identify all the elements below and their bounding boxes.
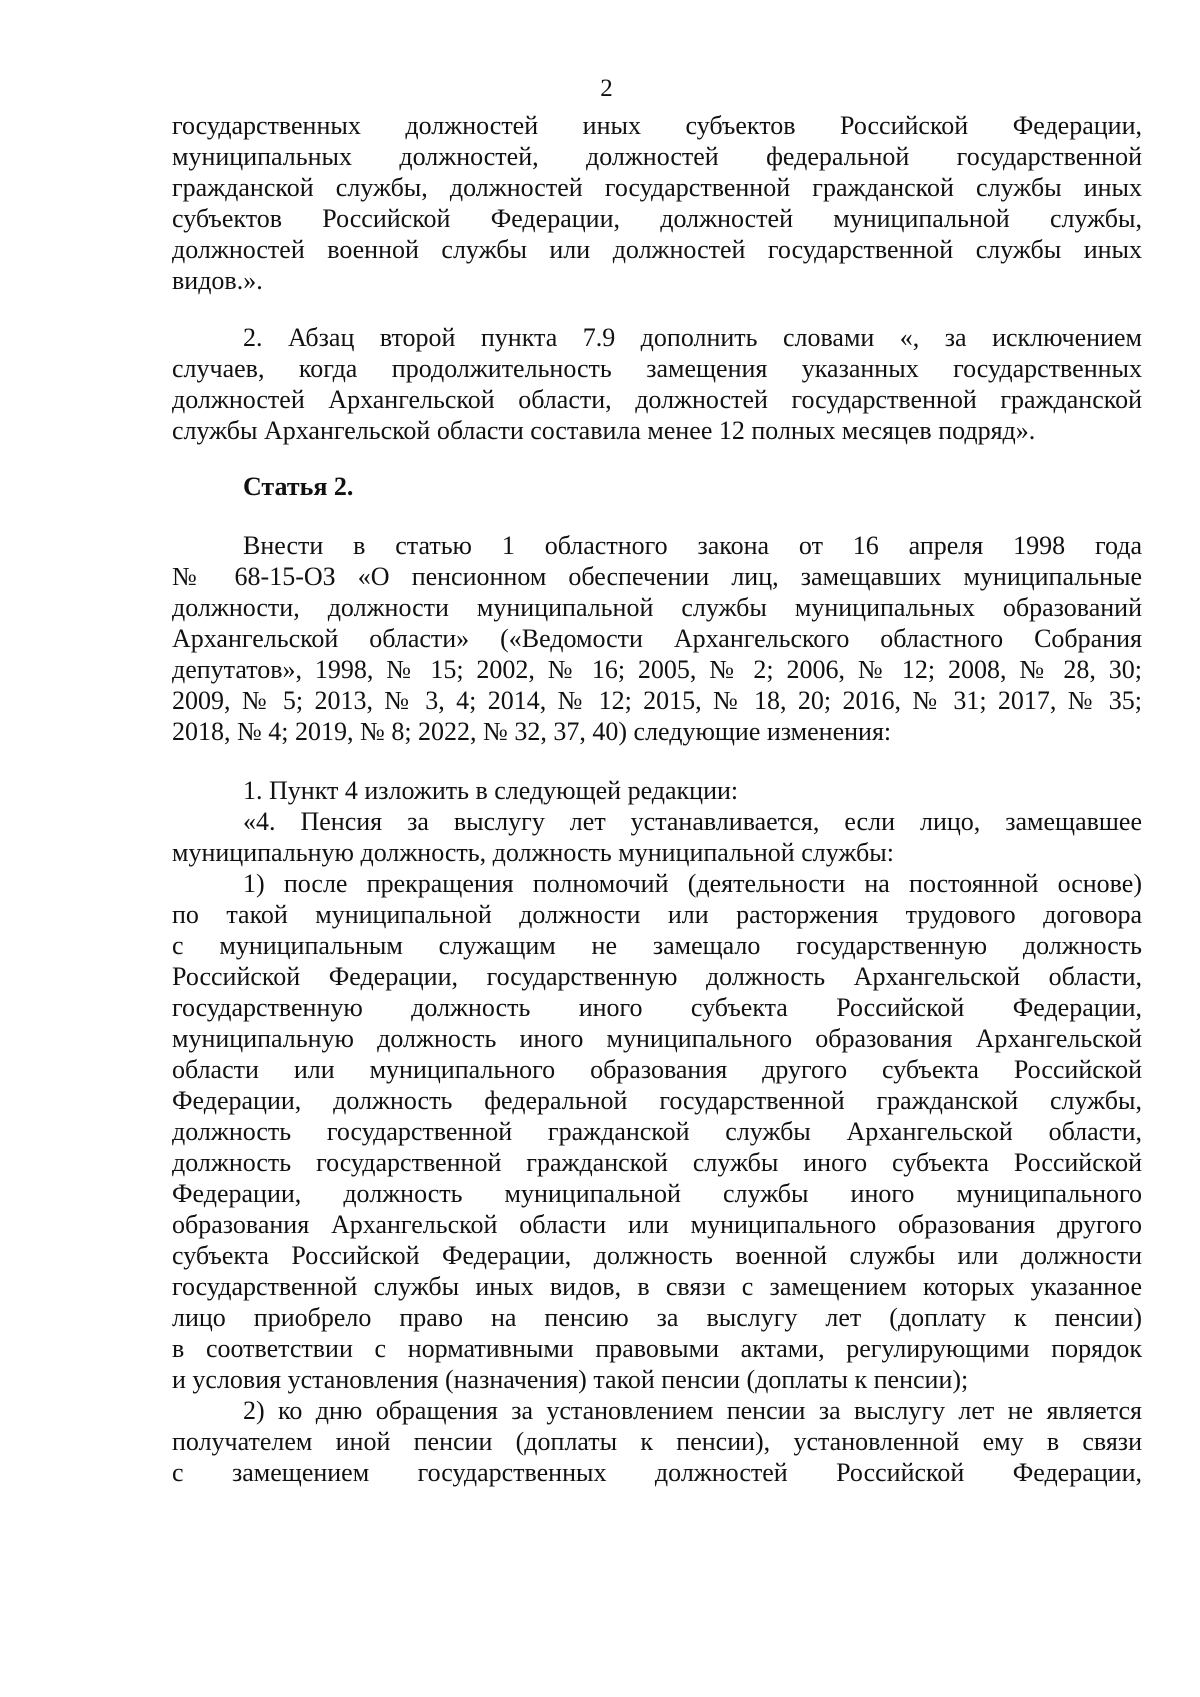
text-line: должности, должности муниципальной службы муниципальных образований xyxy=(172,593,1142,622)
article-heading: Статья 2. xyxy=(243,472,354,501)
text-line: депутатов», 1998, № 15; 2002, № 16; 2005, № 2; 2006, № 12; 2008, № 28, 30; xyxy=(172,655,1142,684)
text-line: 1. Пункт 4 изложить в следующей редакции: xyxy=(243,776,739,805)
text-line: 1) после прекращения полномочий (деятельности на постоянной основе) xyxy=(243,869,1142,898)
text-line: субъекта Российской Федерации, должность военной службы или должности xyxy=(172,1241,1142,1270)
text-line: государственной службы иных видов, в связи с замещением которых указанное xyxy=(172,1272,1142,1301)
text-line: 2009, № 5; 2013, № 3, 4; 2014, № 12; 2015, № 18, 20; 2016, № 31; 2017, № 35; xyxy=(172,686,1142,715)
text-line: и условия установления (назначения) такой пенсии (доплаты к пенсии); xyxy=(172,1365,969,1394)
text-line: должность государственной гражданской службы Архангельской области, xyxy=(172,1117,1142,1146)
text-line: Российской Федерации, государственную должность Архангельской области, xyxy=(172,962,1142,991)
text-line: службы Архангельской области составила менее 12 полных месяцев подряд». xyxy=(172,416,1036,445)
text-line: Федерации, должность федеральной государственной гражданской службы, xyxy=(172,1086,1142,1115)
text-line: государственную должность иного субъекта Российской Федерации, xyxy=(172,993,1142,1022)
text-line: в соответствии с нормативными правовыми актами, регулирующими порядок xyxy=(172,1334,1142,1363)
text-line: должность государственной гражданской службы иного субъекта Российской xyxy=(172,1148,1142,1177)
text-line: образования Архангельской области или муниципального образования другого xyxy=(172,1210,1142,1239)
text-line: 2018, № 4; 2019, № 8; 2022, № 32, 37, 40) следующие изменения: xyxy=(172,717,892,746)
text-line: по такой муниципальной должности или расторжения трудового договора xyxy=(172,900,1142,929)
text-line: субъектов Российской Федерации, должностей муниципальной службы, xyxy=(172,204,1142,233)
text-line: с замещением государственных должностей Российской Федерации, xyxy=(172,1458,1142,1487)
text-line: должностей Архангельской области, должностей государственной гражданской xyxy=(172,385,1142,414)
text-line: № 68-15-ОЗ «О пенсионном обеспечении лиц, замещавших муниципальные xyxy=(172,562,1142,591)
page-number: 2 xyxy=(600,75,613,102)
text-line: муниципальную должность иного муниципального образования Архангельской xyxy=(172,1024,1142,1053)
text-line: гражданской службы, должностей государственной гражданской службы иных xyxy=(172,173,1142,202)
text-line: случаев, когда продолжительность замещения указанных государственных xyxy=(172,354,1142,383)
text-line: 2) ко дню обращения за установлением пенсии за выслугу лет не является xyxy=(243,1396,1142,1425)
text-line: «4. Пенсия за выслугу лет устанавливается, если лицо, замещавшее xyxy=(243,807,1142,836)
text-line: муниципальных должностей, должностей федеральной государственной xyxy=(172,142,1142,171)
text-line: лицо приобрело право на пенсию за выслугу лет (доплату к пенсии) xyxy=(172,1303,1142,1332)
text-line: государственных должностей иных субъектов Российской Федерации, xyxy=(172,111,1142,140)
text-line: получателем иной пенсии (доплаты к пенсии), установленной ему в связи xyxy=(172,1427,1142,1456)
text-line: Федерации, должность муниципальной службы иного муниципального xyxy=(172,1179,1142,1208)
text-line: с муниципальным служащим не замещало государственную должность xyxy=(172,931,1142,960)
text-line: 2. Абзац второй пункта 7.9 дополнить словами «, за исключением xyxy=(243,323,1142,352)
text-line: муниципальную должность, должность муниципальной службы: xyxy=(172,838,894,867)
text-line: должностей военной службы или должностей государственной службы иных xyxy=(172,235,1142,264)
text-line: области или муниципального образования другого субъекта Российской xyxy=(172,1055,1142,1084)
text-line: Архангельской области» («Ведомости Архангельского областного Собрания xyxy=(172,624,1142,653)
text-line: Внести в статью 1 областного закона от 16 апреля 1998 года xyxy=(243,531,1142,560)
text-line: видов.». xyxy=(172,266,263,295)
